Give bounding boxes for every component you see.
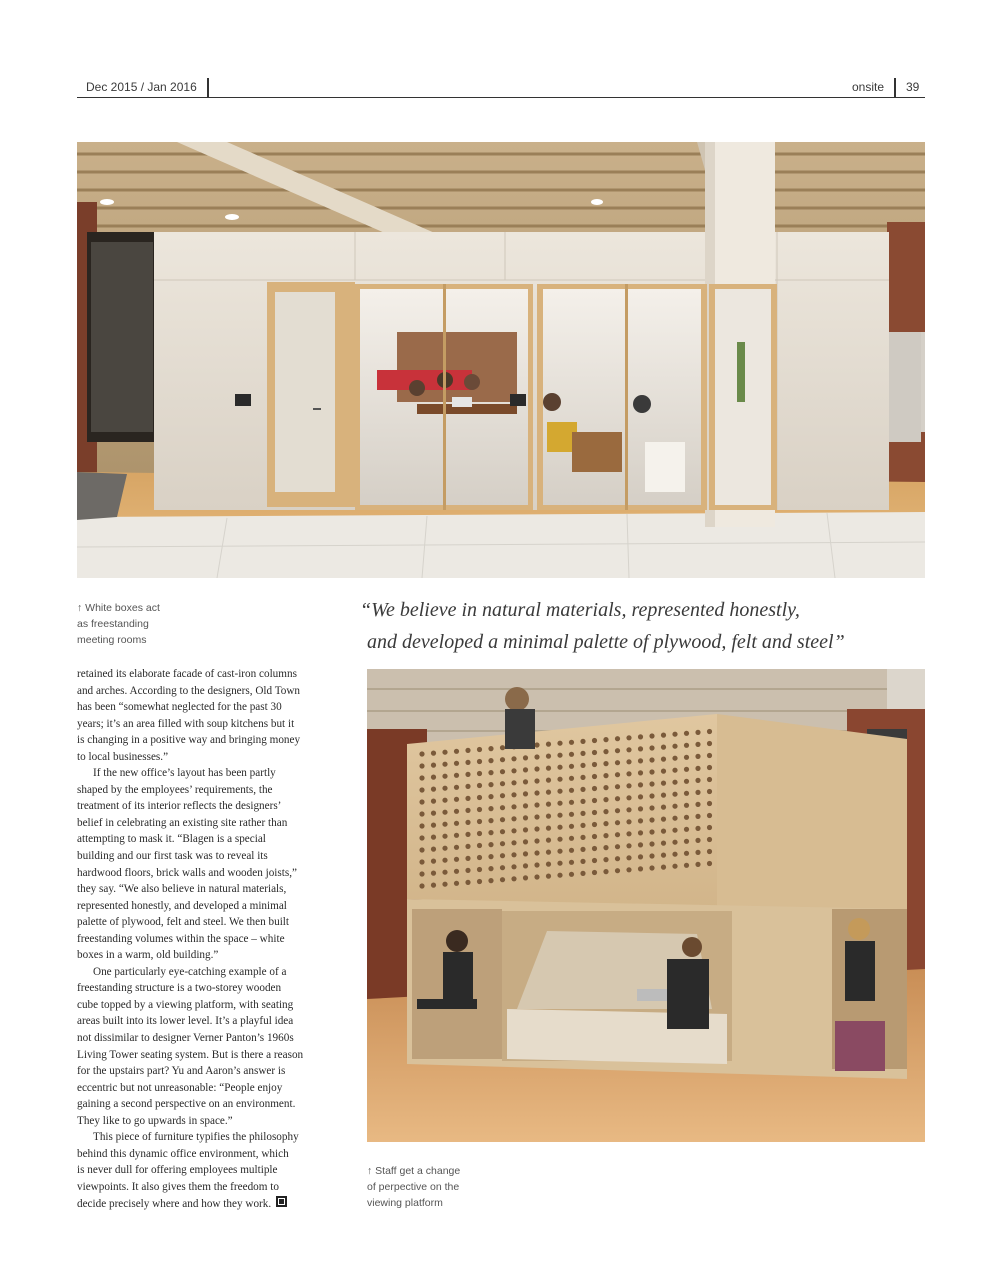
body-text-line: hardwood floors, brick walls and wooden joists,” bbox=[77, 866, 297, 879]
body-text-line: Living Tower seating system. But is there a reason bbox=[77, 1048, 304, 1061]
body-text-line: treatment of its interior reflects the designers’ bbox=[77, 800, 282, 813]
body-text-line: shaped by the employees’ requirements, the bbox=[77, 783, 273, 796]
end-mark-icon bbox=[276, 1196, 287, 1207]
body-text-line: behind this dynamic office environment, which bbox=[77, 1147, 289, 1160]
bottom-photo-caption bbox=[367, 1163, 507, 1211]
body-text-line: attempting to mask it. “Blagen is a special bbox=[77, 833, 266, 846]
body-text-line: One particularly eye-catching example of a bbox=[93, 965, 287, 978]
pull-quote bbox=[340, 594, 900, 658]
article-body bbox=[77, 666, 349, 1212]
body-text-line: is never dull for offering employees multiple bbox=[77, 1164, 278, 1177]
issue-date: Dec 2015 / Jan 2016 bbox=[86, 80, 197, 94]
body-text-line: freestanding structure is a two-storey wooden bbox=[77, 982, 282, 995]
caption-line: meeting rooms bbox=[77, 634, 147, 646]
body-text-line: areas built into its lower level. It’s a playful idea bbox=[77, 1015, 294, 1028]
body-text-line: represented honestly, and developed a minimal bbox=[77, 899, 287, 912]
caption-line: White boxes act bbox=[85, 602, 160, 614]
body-text-line: They like to go upwards in space.” bbox=[77, 1114, 233, 1127]
body-text-line: cube topped by a viewing platform, with seating bbox=[77, 998, 294, 1011]
body-text-line: to local businesses.” bbox=[77, 750, 169, 763]
body-text-line: and arches. According to the designers, Old Town bbox=[77, 684, 301, 697]
body-text-line: decide precisely where and how they work. bbox=[77, 1196, 349, 1213]
caption-line: of perpective on the bbox=[367, 1181, 460, 1193]
office-meeting-rooms-photo bbox=[77, 142, 925, 578]
body-text-line: viewpoints. It also gives them the freedom to bbox=[77, 1180, 279, 1193]
header-divider bbox=[207, 78, 209, 98]
body-text-line: eccentric but not unreasonable: “People enjoy bbox=[77, 1081, 283, 1094]
caption-line: Staff get a change bbox=[375, 1165, 461, 1177]
body-text-line: palette of plywood, felt and steel. We then built bbox=[77, 916, 290, 929]
body-text-line: is changing in a positive way and bringing money bbox=[77, 734, 301, 747]
body-text-line: not dissimilar to designer Verner Panton’s 1960s bbox=[77, 1032, 294, 1045]
up-arrow-icon: ↑ bbox=[367, 1165, 373, 1177]
caption-line: as freestanding bbox=[77, 618, 149, 630]
body-text-line: belief in celebrating an existing site rather than bbox=[77, 816, 288, 829]
body-text-line: years; it’s an area filled with soup kitchens but it bbox=[77, 717, 295, 730]
page-number: 39 bbox=[906, 80, 920, 94]
pull-quote-line: and developed a minimal palette of plywood, felt and steel” bbox=[367, 631, 845, 653]
section-name: onsite bbox=[852, 80, 885, 94]
body-text-line: has been “somewhat neglected for the past 30 bbox=[77, 701, 282, 714]
body-text-line: gaining a second perspective on an environment. bbox=[77, 1098, 296, 1111]
body-text-line: building and our first task was to reveal its bbox=[77, 850, 268, 863]
top-photo-caption bbox=[77, 600, 217, 648]
header-rule bbox=[77, 97, 925, 98]
body-text-line: they say. “We also believe in natural materials, bbox=[77, 883, 287, 896]
body-text-line: This piece of furniture typifies the philosophy bbox=[93, 1131, 299, 1144]
body-text-line: retained its elaborate facade of cast-iron columns bbox=[77, 668, 297, 680]
body-text-line: freestanding volumes within the space – white bbox=[77, 932, 285, 945]
pull-quote-line: “We believe in natural materials, represented honestly, bbox=[360, 599, 800, 621]
viewing-platform-photo bbox=[367, 669, 925, 1142]
body-text-line: If the new office’s layout has been partly bbox=[93, 767, 276, 780]
caption-line: viewing platform bbox=[367, 1197, 443, 1209]
header-divider bbox=[894, 78, 896, 98]
up-arrow-icon: ↑ bbox=[77, 602, 83, 614]
body-text-line: for the upstairs part? Yu and Aaron’s answer is bbox=[77, 1065, 286, 1078]
body-text-line: boxes in a warm, old building.” bbox=[77, 949, 219, 962]
